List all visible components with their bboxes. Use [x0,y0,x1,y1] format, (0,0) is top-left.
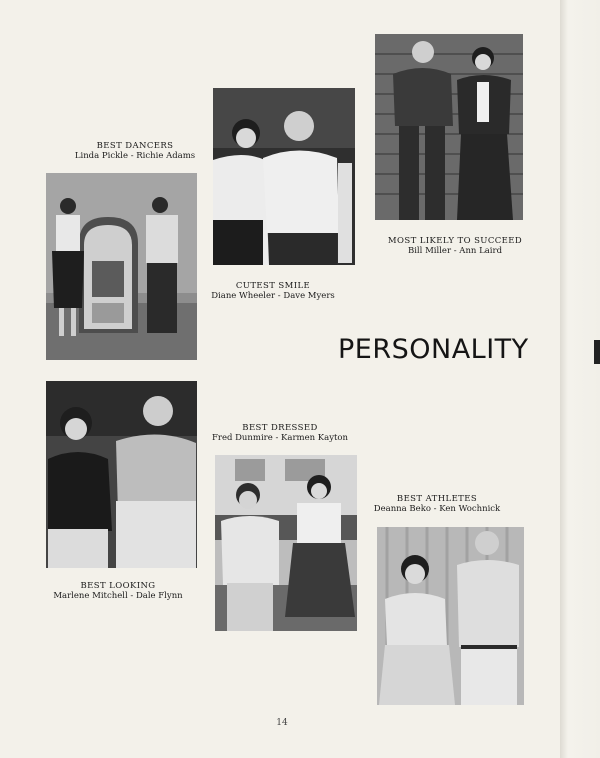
page-gutter [560,0,600,758]
caption-best-looking [43,581,193,601]
caption-most-likely-to-succeed [380,236,530,256]
award-title: MOST LIKELY TO SUCCEED [387,236,523,246]
photo-best-dancers [46,173,197,360]
photo-best-dressed [215,455,357,631]
award-names: Fred Dunmire - Karmen Kayton [211,433,349,443]
award-names: Linda Pickle - Richie Adams [74,151,196,161]
photo-best-looking [46,381,197,568]
page-number: 14 [276,718,288,728]
caption-best-dressed [205,423,355,443]
caption-cutest-smile [198,281,348,301]
award-names: Marlene Mitchell - Dale Flynn [53,591,183,601]
caption-best-athletes [362,494,512,514]
award-title: BEST DANCERS [96,141,174,151]
award-title: BEST ATHLETES [396,494,478,504]
award-names: Diane Wheeler - Dave Myers [211,291,335,301]
facing-page-edge [594,340,600,364]
page-title: PERSONALITY [338,334,529,365]
photo-best-athletes [377,527,524,705]
award-names: Deanna Beko - Ken Wochnick [373,504,501,514]
award-title: CUTEST SMILE [235,281,311,291]
award-title: BEST LOOKING [80,581,156,591]
caption-best-dancers [60,141,210,161]
photo-cutest-smile [213,88,355,265]
photo-most-likely-to-succeed [375,34,523,220]
award-title: BEST DRESSED [242,423,318,433]
award-names: Bill Miller - Ann Laird [407,246,503,256]
